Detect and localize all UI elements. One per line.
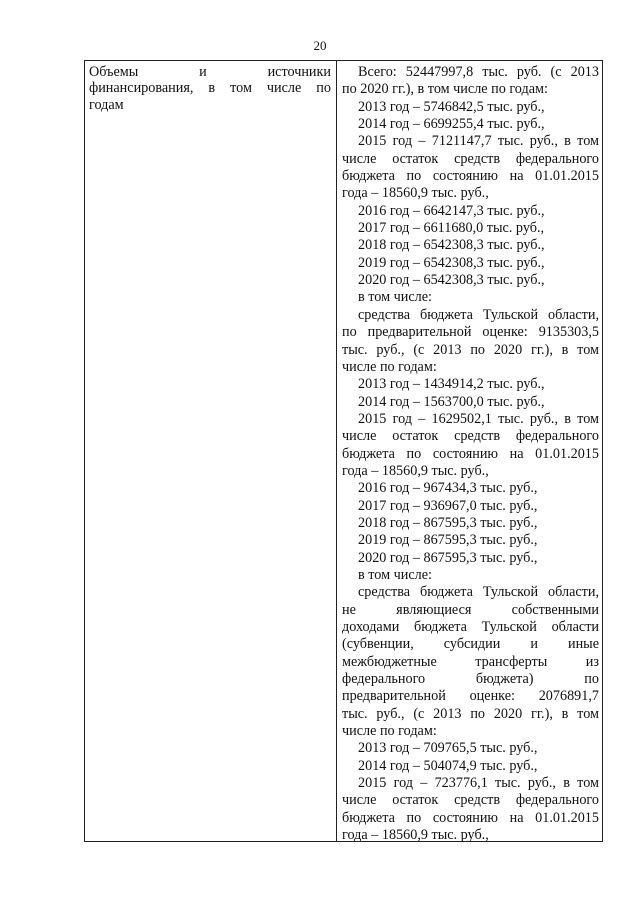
financing-text-line: 2018 год – 6542308,3 тыс. руб., xyxy=(358,237,545,254)
page-number: 20 xyxy=(313,38,327,53)
financing-text-line: межбюджетные трансферты из xyxy=(342,653,599,670)
financing-text-line: по предварительной оценке: 9135303,5 xyxy=(342,324,599,341)
financing-text-line: года – 18560,9 тыс. руб., xyxy=(342,462,489,479)
financing-text-line: тыс. руб., (с 2013 по 2020 гг.), в том xyxy=(342,705,599,722)
financing-text-line: не являющиеся собственными xyxy=(342,601,599,618)
financing-text-line: предварительной оценке: 2076891,7 xyxy=(342,688,599,705)
financing-text-line: бюджета по состоянию на 01.01.2015 xyxy=(342,168,599,185)
financing-text-line: 2014 год – 504074,9 тыс. руб., xyxy=(358,757,538,774)
financing-text-line: средства бюджета Тульской области, xyxy=(358,306,599,323)
financing-details-cell xyxy=(342,64,599,844)
financing-text-line: 2014 год – 1563700,0 тыс. руб., xyxy=(358,393,545,410)
financing-text-line: 2019 год – 867595,3 тыс. руб., xyxy=(358,532,538,549)
financing-text-line: 2015 год – 1629502,1 тыс. руб., в том xyxy=(358,410,599,427)
financing-text-line: средства бюджета Тульской области, xyxy=(358,584,599,601)
financing-text-line: 2020 год – 6542308,3 тыс. руб., xyxy=(358,272,545,289)
financing-text-line: 2017 год – 936967,0 тыс. руб., xyxy=(358,497,538,514)
financing-text-line: числе остаток средств федерального xyxy=(342,150,599,167)
financing-text-line: года – 18560,9 тыс. руб., xyxy=(342,827,489,844)
financing-text-line: (субвенции, субсидии и иные xyxy=(342,636,599,653)
column-divider xyxy=(336,61,337,841)
row-label-cell xyxy=(89,64,331,113)
financing-text-line: 2013 год – 1434914,2 тыс. руб., xyxy=(358,376,545,393)
financing-text-line: 2018 год – 867595,3 тыс. руб., xyxy=(358,514,538,531)
financing-text-line: Всего: 52447997,8 тыс. руб. (с 2013 xyxy=(358,64,599,80)
financing-text-line: 2020 год – 867595,3 тыс. руб., xyxy=(358,549,538,566)
financing-text-line: бюджета по состоянию на 01.01.2015 xyxy=(342,445,599,462)
financing-text-line: 2019 год – 6542308,3 тыс. руб., xyxy=(358,254,545,271)
financing-text-line: в том числе: xyxy=(358,566,432,583)
financing-text-line: числе по годам: xyxy=(342,723,437,740)
financing-table xyxy=(84,60,603,842)
financing-text-line: бюджета по состоянию на 01.01.2015 xyxy=(342,809,599,826)
financing-text-line: 2013 год – 709765,5 тыс. руб., xyxy=(358,740,538,757)
financing-text-line: тыс. руб., (с 2013 по 2020 гг.), в том xyxy=(342,341,599,358)
financing-text-line: 2016 год – 967434,3 тыс. руб., xyxy=(358,480,538,497)
financing-text-line: в том числе: xyxy=(358,289,432,306)
financing-text-line: 2015 год – 7121147,7 тыс. руб., в том xyxy=(358,133,599,150)
financing-text-line: 2014 год – 6699255,4 тыс. руб., xyxy=(358,116,545,133)
financing-text-line: 2016 год – 6642147,3 тыс. руб., xyxy=(358,202,545,219)
financing-text-line: федерального бюджета) по xyxy=(342,671,599,688)
financing-text-line: числе остаток средств федерального xyxy=(342,792,599,809)
financing-text-line: 2017 год – 6611680,0 тыс. руб., xyxy=(358,220,545,237)
financing-text-line: доходами бюджета Тульской области xyxy=(342,619,599,635)
financing-text-line: по 2020 гг.), в том числе по годам: xyxy=(342,81,548,98)
financing-text-line: числе остаток средств федерального xyxy=(342,428,599,445)
financing-text-line: 2015 год – 723776,1 тыс. руб., в том xyxy=(358,775,599,792)
row-label-line: финансирования, в том числе по xyxy=(89,80,331,97)
financing-text-line: года – 18560,9 тыс. руб., xyxy=(342,185,489,202)
row-label-line: Объемы и источники xyxy=(89,64,331,80)
row-label-line: годам xyxy=(89,96,124,113)
financing-text-line: 2013 год – 5746842,5 тыс. руб., xyxy=(358,98,545,115)
financing-text-line: числе по годам: xyxy=(342,358,437,375)
